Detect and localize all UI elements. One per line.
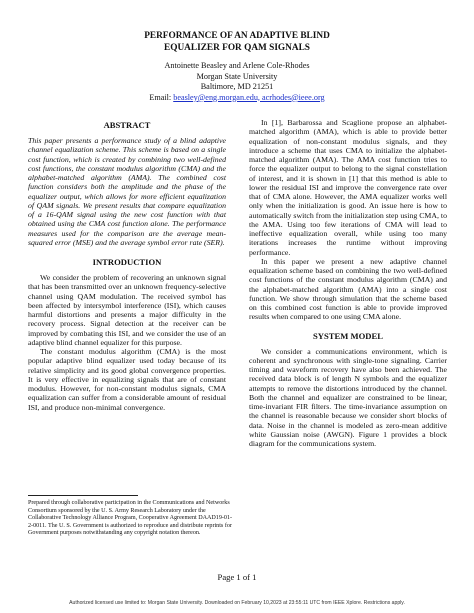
intro-paragraph-2: The constant modulus algorithm (CMA) is the most popular adaptive blind equalizer used today because of its relative simplicity and its good global convergence properties. It is very effective in equalizing signals that are of constant modulus. However, for non-constant modulus signals, CMA equalization can suffer from a considerable amount of residual ISI, and produce non-minimal convergence. [28,347,226,412]
right-paragraph-1: In [1], Barbarossa and Scaglione propose an alphabet-matched algorithm (AMA), which is able to provide better equalization of non-constant modulus signals, and they introduce a scheme that uses CMA to initialize the alphabet-matched algorithm (AMA). The AMA cost function tries to force the equalizer output to belong to the signal constellation of interest, and it is shown in [1] that this method is able to lower the residual ISI and improve the convergence rate over that of CMA alone. However, the AMA equalizer works well only when the initialization is good. An issue here is how to automatically switch from the initialization step using CMA, to the AMA. Using too few iterations of CMA will lead to ineffective equalization overall, while using too many iterations increases the runtime without improving performance. [249,118,447,257]
right-paragraph-2: In this paper we present a new adaptive channel equalization scheme based on combining the two well-defined cost functions of the constant modulus algorithm (CMA) and the alphabet-matched algorithm (AMA) into a single cost function. We show through simulation that the scheme based on this combined cost function is able to provide improved results when compared to one using CMA alone. [249,256,447,322]
license-notice: Authorized licensed use limited to: Morgan State University. Downloaded on February 10,2023 at 23:55:11 UTC from IEEE Xplore. Restrictions apply. [69,600,405,606]
system-model-heading: SYSTEM MODEL [313,330,383,341]
address: Baltimore, MD 21251 [200,82,274,91]
email-links[interactable]: beasley@eng.morgan.edu, acrhodes@ieee.org [173,92,325,102]
author-names: Antoinette Beasley and Arlene Cole-Rhodes [164,61,310,70]
intro-paragraph-1: We consider the problem of recovering an unknown signal that has been transmitted over an unknown frequency-selective channel using QAM modulation. The received symbol has been affected by intersymbol interference (ISI), which causes harmful distortions and presents a major difficulty in the recovery process. Signal detection at the receiver can be improved by combating this ISI, and we consider the use of an adaptive blind channel equalizer for this purpose. [28,273,226,347]
footnote-divider [28,495,138,496]
email-label: Email: [149,92,172,102]
system-model-paragraph: We consider a communications environment, which is coherent and synchronous with single-tone signaling. Carrier timing and waveform recovery have also been achieved. The received data block is of length N symbols and the equalizer attempts to remove the distortions introduced by the channel. Both the channel and equalizer are constrained to be linear, time-invariant FIR filters. The time-invariance assumption on the channel is reasonable because we consider short blocks of data. Noise in the channel is modeled as zero-mean additive white Gaussian noise (AWGN). Figure 1 provides a block diagram for the communications system. [249,346,447,448]
affiliation: Morgan State University [196,71,278,81]
paper-title [0,30,474,54]
footnote: Prepared through collaborative participation in the Communications and Networks Consortium sponsored by the U. S. Army Research Laboratory under the Collaborative Technology Alliance Program, Cooperative Agreement DAAD19-01-2-0011. The U. S. Government is authorized to reproduce and distribute reprints for Government purposes notwithstanding any copyright notation thereon. [28,500,233,537]
title-line-2: EQUALIZER FOR QAM SIGNALS [164,43,310,53]
right-column [249,118,447,448]
abstract-heading: ABSTRACT [103,120,151,130]
email-line [0,93,474,104]
author-block [0,61,474,103]
abstract-text: This paper presents a performance study of a blind adaptive channel equalization scheme. This scheme is based on a single cost function, which is created by combining two well-defined cost functions, the constant modulus algorithm (CMA) and the alphabet-matched algorithm (AMA). The combined cost function considers both the amplitude and the phase of the equalizer output, which allows for more efficient equalization of QAM signals. We present results that compare equalization of a 16-QAM signal using the new cost function with that obtained using the CMA cost function alone. The performance measures used for the comparison are the average mean-squared error (MSE) and the average symbol error rate (SER). [28,136,226,247]
title-line-1: PERFORMANCE OF AN ADAPTIVE BLIND [144,31,330,41]
page-number: Page 1 of 1 [217,572,257,582]
left-column [28,120,226,412]
introduction-heading: INTRODUCTION [92,257,162,267]
